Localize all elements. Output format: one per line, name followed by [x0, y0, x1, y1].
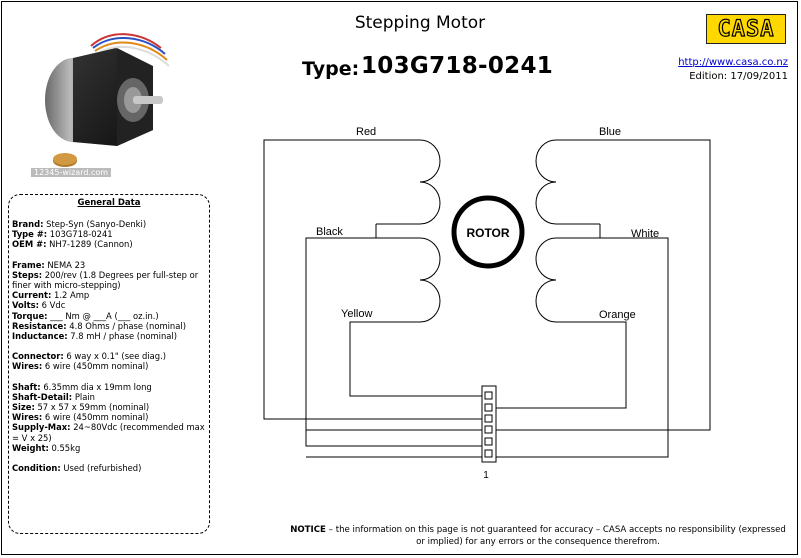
spec-value: 6 Vdc	[39, 300, 66, 311]
wire-label-white: White	[631, 228, 660, 240]
connector-pin1-label: 1	[483, 470, 489, 481]
spec-label: Brand:	[12, 219, 44, 229]
rotor-label: ROTOR	[466, 226, 510, 240]
notice-body: – the information on this page is not guaranteed for accuracy – CASA accepts no responsibility (expressed or implied) for any errors or the consequence therefrom.	[325, 525, 786, 547]
spec-label: Wires:	[12, 412, 43, 423]
spec-value: Step-Syn (Sanyo-Denki)	[43, 219, 147, 229]
connector-pin	[485, 450, 492, 457]
spec-label: Type #:	[12, 229, 48, 240]
spec-value: Plain	[72, 391, 95, 402]
wire-label-yellow: Yellow	[341, 308, 373, 320]
spec-label: Shaft-Detail:	[12, 391, 73, 402]
spec-label: Current:	[12, 290, 52, 301]
spec-value: 7.8 mH / phase (nominal)	[67, 331, 178, 342]
spec-label: Size:	[12, 402, 35, 413]
spec-label: Torque:	[12, 310, 48, 321]
spec-value: 6.35mm dia x 19mm long	[40, 381, 152, 392]
page-title: Stepping Motor	[354, 13, 486, 33]
spec-value: ___ Nm @ ___A (___ oz.in.)	[47, 310, 159, 321]
spec-value: 0.55kg	[48, 442, 81, 453]
spec-label: Frame:	[12, 259, 45, 270]
spec-value: NEMA 23	[44, 259, 86, 270]
spec-value: 103G718-0241	[47, 229, 113, 240]
spec-label: Shaft:	[12, 381, 41, 392]
general-data-heading: General Data	[77, 198, 141, 208]
spec-value: 6 way x 0.1" (see diag.)	[63, 351, 167, 362]
spec-value: 57 x 57 x 59mm (nominal)	[34, 402, 150, 413]
type-value: 103G718-0241	[361, 53, 554, 79]
spec-label: Volts:	[12, 300, 39, 311]
connector-pin	[485, 426, 492, 433]
spec-value: 24~80Vdc (recommended max = V x 25)	[12, 422, 205, 443]
wire-label-red: Red	[356, 126, 377, 138]
notice-label: NOTICE	[290, 525, 326, 535]
spec-label: Supply-Max:	[12, 422, 71, 433]
wire-label-blue: Blue	[599, 126, 622, 138]
spec-value: Used (refurbished)	[60, 463, 142, 474]
spec-label: OEM #:	[12, 239, 47, 250]
casa-logo-text: CASA	[717, 16, 775, 42]
connector-pin	[485, 404, 492, 411]
spec-label: Connector:	[12, 351, 64, 362]
notice-text	[290, 524, 786, 548]
spec-value: NH7-1289 (Cannon)	[46, 239, 133, 250]
spec-label: Steps:	[12, 269, 43, 280]
spec-label: Wires:	[12, 361, 43, 372]
spec-label: Weight:	[12, 442, 49, 453]
spec-label: Resistance:	[12, 320, 67, 331]
wire-label-black: Black	[316, 226, 343, 238]
connector-pin	[485, 438, 492, 445]
spec-label: Condition:	[12, 463, 61, 474]
wire-label-orange: Orange	[599, 309, 636, 321]
spec-value: 200/rev (1.8 Degrees per full-step or finer with micro-stepping)	[12, 269, 199, 291]
edition-date: Edition: 17/09/2011	[689, 71, 788, 82]
spec-value: 6 wire (450mm nominal)	[42, 412, 149, 423]
connector-pin	[485, 392, 492, 399]
spec-label: Inductance:	[12, 331, 68, 342]
spec-value: 4.8 Ohms / phase (nominal)	[66, 320, 186, 331]
spec-value: 1.2 Amp	[51, 290, 90, 301]
website-link[interactable]: http://www.casa.co.nz	[678, 57, 788, 68]
photo-caption: 12345-wizard.com	[31, 168, 111, 177]
spec-value: 6 wire (450mm nominal)	[42, 361, 149, 372]
type-label: Type:	[302, 58, 360, 80]
connector-pin	[485, 415, 492, 422]
